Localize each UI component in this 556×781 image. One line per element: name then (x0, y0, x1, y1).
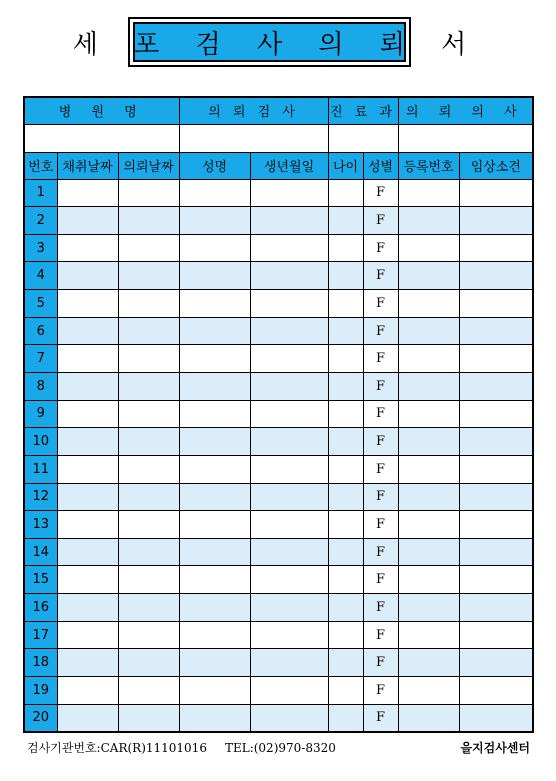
collection-date-cell[interactable] (57, 594, 118, 622)
column-header-birth-date: 생년월일 (250, 152, 328, 179)
column-header-registration-number: 등록번호 (398, 152, 459, 179)
request-date-cell[interactable] (118, 372, 179, 400)
registration-number-cell[interactable] (398, 372, 459, 400)
clinical-findings-cell[interactable] (459, 372, 533, 400)
name-cell[interactable] (179, 290, 250, 318)
age-cell[interactable] (328, 511, 363, 539)
name-cell[interactable] (179, 511, 250, 539)
table-row (24, 455, 533, 483)
row-number: 6 (24, 317, 57, 345)
row-number: 8 (24, 372, 57, 400)
column-header-request-date: 의뢰날짜 (118, 152, 179, 179)
sex-cell: F (363, 428, 398, 456)
collection-date-cell[interactable] (57, 621, 118, 649)
sex-cell: F (363, 649, 398, 677)
registration-number-cell[interactable] (398, 704, 459, 732)
birth-date-cell[interactable] (250, 677, 328, 705)
birth-date-cell[interactable] (250, 234, 328, 262)
age-cell[interactable] (328, 538, 363, 566)
request-date-cell[interactable] (118, 566, 179, 594)
age-cell[interactable] (328, 428, 363, 456)
age-cell[interactable] (328, 262, 363, 290)
table-row (24, 317, 533, 345)
column-header-sex: 성별 (363, 152, 398, 179)
birth-date-cell[interactable] (250, 345, 328, 373)
row-number: 19 (24, 677, 57, 705)
column-header-name: 성명 (179, 152, 250, 179)
birth-date-cell[interactable] (250, 207, 328, 235)
clinical-findings-cell[interactable] (459, 649, 533, 677)
age-cell[interactable] (328, 207, 363, 235)
row-number: 12 (24, 483, 57, 511)
registration-number-cell[interactable] (398, 400, 459, 428)
name-cell[interactable] (179, 538, 250, 566)
age-cell[interactable] (328, 400, 363, 428)
name-cell[interactable] (179, 428, 250, 456)
name-cell[interactable] (179, 455, 250, 483)
registration-number-cell[interactable] (398, 566, 459, 594)
registration-number-cell[interactable] (398, 207, 459, 235)
age-cell[interactable] (328, 704, 363, 732)
test-request-header: 의 뢰 검 사 (179, 97, 328, 124)
row-number: 2 (24, 207, 57, 235)
document-title: 세 포 검 사 의 뢰 서 (133, 22, 406, 62)
age-cell[interactable] (328, 317, 363, 345)
collection-date-cell[interactable] (57, 677, 118, 705)
clinical-findings-cell[interactable] (459, 621, 533, 649)
collection-date-cell[interactable] (57, 566, 118, 594)
sex-cell: F (363, 179, 398, 207)
collection-date-cell[interactable] (57, 428, 118, 456)
birth-date-cell[interactable] (250, 566, 328, 594)
table-row (24, 290, 533, 318)
registration-number-cell[interactable] (398, 290, 459, 318)
table-row (24, 566, 533, 594)
request-date-cell[interactable] (118, 262, 179, 290)
request-date-cell[interactable] (118, 400, 179, 428)
collection-date-cell[interactable] (57, 704, 118, 732)
birth-date-cell[interactable] (250, 179, 328, 207)
request-date-cell[interactable] (118, 704, 179, 732)
registration-number-cell[interactable] (398, 621, 459, 649)
name-cell[interactable] (179, 704, 250, 732)
clinical-findings-cell[interactable] (459, 317, 533, 345)
clinical-findings-cell[interactable] (459, 345, 533, 373)
birth-date-cell[interactable] (250, 400, 328, 428)
birth-date-cell[interactable] (250, 621, 328, 649)
age-cell[interactable] (328, 677, 363, 705)
table-row (24, 345, 533, 373)
sex-cell: F (363, 234, 398, 262)
clinical-findings-cell[interactable] (459, 483, 533, 511)
department-field[interactable] (328, 124, 398, 152)
sex-cell: F (363, 262, 398, 290)
request-date-cell[interactable] (118, 207, 179, 235)
name-cell[interactable] (179, 372, 250, 400)
column-header-age: 나이 (328, 152, 363, 179)
name-cell[interactable] (179, 566, 250, 594)
clinical-findings-cell[interactable] (459, 511, 533, 539)
collection-date-cell[interactable] (57, 290, 118, 318)
birth-date-cell[interactable] (250, 290, 328, 318)
table-row (24, 262, 533, 290)
sex-cell: F (363, 317, 398, 345)
registration-number: 검사기관번호:CAR(R)11101016 (27, 741, 207, 755)
table-row (24, 207, 533, 235)
birth-date-cell[interactable] (250, 317, 328, 345)
birth-date-cell[interactable] (250, 594, 328, 622)
row-number: 9 (24, 400, 57, 428)
request-date-cell[interactable] (118, 345, 179, 373)
clinical-findings-cell[interactable] (459, 428, 533, 456)
row-number: 5 (24, 290, 57, 318)
collection-date-cell[interactable] (57, 262, 118, 290)
sex-cell: F (363, 566, 398, 594)
request-date-cell[interactable] (118, 621, 179, 649)
phone-number: TEL:(02)970-8320 (224, 741, 336, 755)
request-date-cell[interactable] (118, 538, 179, 566)
sex-cell: F (363, 483, 398, 511)
registration-number-cell[interactable] (398, 649, 459, 677)
age-cell[interactable] (328, 372, 363, 400)
name-cell[interactable] (179, 207, 250, 235)
name-cell[interactable] (179, 234, 250, 262)
row-number: 13 (24, 511, 57, 539)
name-cell[interactable] (179, 677, 250, 705)
age-cell[interactable] (328, 483, 363, 511)
sex-cell: F (363, 400, 398, 428)
collection-date-cell[interactable] (57, 511, 118, 539)
collection-date-cell[interactable] (57, 455, 118, 483)
birth-date-cell[interactable] (250, 483, 328, 511)
name-cell[interactable] (179, 649, 250, 677)
collection-date-cell[interactable] (57, 179, 118, 207)
hospital-name-field[interactable] (24, 124, 179, 152)
footer-contact (27, 739, 336, 756)
collection-date-cell[interactable] (57, 345, 118, 373)
column-header-collection-date: 채취날짜 (57, 152, 118, 179)
name-cell[interactable] (179, 262, 250, 290)
registration-number-cell[interactable] (398, 428, 459, 456)
table-row (24, 594, 533, 622)
name-cell[interactable] (179, 483, 250, 511)
row-number: 1 (24, 179, 57, 207)
registration-number-cell[interactable] (398, 455, 459, 483)
sex-cell: F (363, 345, 398, 373)
row-number: 16 (24, 594, 57, 622)
table-row (24, 372, 533, 400)
row-number: 3 (24, 234, 57, 262)
sex-cell: F (363, 704, 398, 732)
table-row (24, 704, 533, 732)
clinical-findings-cell[interactable] (459, 207, 533, 235)
center-name: 을지검사센터 (460, 741, 530, 755)
registration-number-cell[interactable] (398, 317, 459, 345)
registration-number-cell[interactable] (398, 538, 459, 566)
table-row (24, 621, 533, 649)
age-cell[interactable] (328, 594, 363, 622)
table-row (24, 179, 533, 207)
title-frame (72, 17, 481, 67)
table-row (24, 483, 533, 511)
registration-number-cell[interactable] (398, 262, 459, 290)
registration-number-cell[interactable] (398, 234, 459, 262)
request-form (23, 96, 532, 732)
registration-number-cell[interactable] (398, 179, 459, 207)
age-cell[interactable] (328, 179, 363, 207)
sex-cell: F (363, 621, 398, 649)
birth-date-cell[interactable] (250, 372, 328, 400)
collection-date-cell[interactable] (57, 649, 118, 677)
sex-cell: F (363, 677, 398, 705)
hospital-name-header: 병 원 명 (24, 97, 179, 124)
sex-cell: F (363, 511, 398, 539)
row-number: 15 (24, 566, 57, 594)
birth-date-cell[interactable] (250, 262, 328, 290)
request-date-cell[interactable] (118, 594, 179, 622)
request-date-cell[interactable] (118, 649, 179, 677)
table-row (24, 538, 533, 566)
collection-date-cell[interactable] (57, 234, 118, 262)
table-row (24, 649, 533, 677)
clinical-findings-cell[interactable] (459, 538, 533, 566)
name-cell[interactable] (179, 317, 250, 345)
request-date-cell[interactable] (118, 677, 179, 705)
registration-number-cell[interactable] (398, 483, 459, 511)
age-cell[interactable] (328, 621, 363, 649)
table-row (24, 511, 533, 539)
table-row (24, 234, 533, 262)
birth-date-cell[interactable] (250, 455, 328, 483)
registration-number-cell[interactable] (398, 511, 459, 539)
age-cell[interactable] (328, 455, 363, 483)
collection-date-cell[interactable] (57, 400, 118, 428)
request-table (23, 96, 534, 733)
birth-date-cell[interactable] (250, 649, 328, 677)
registration-number-cell[interactable] (398, 345, 459, 373)
clinical-findings-cell[interactable] (459, 566, 533, 594)
clinical-findings-cell[interactable] (459, 262, 533, 290)
name-cell[interactable] (179, 400, 250, 428)
clinical-findings-cell[interactable] (459, 677, 533, 705)
request-date-cell[interactable] (118, 179, 179, 207)
sex-cell: F (363, 207, 398, 235)
row-number: 14 (24, 538, 57, 566)
department-header: 진 료 과 (328, 97, 398, 124)
sex-cell: F (363, 455, 398, 483)
collection-date-cell[interactable] (57, 538, 118, 566)
requesting-doctor-header: 의 뢰 의 사 (398, 97, 533, 124)
column-header-number: 번호 (24, 152, 57, 179)
request-date-cell[interactable] (118, 234, 179, 262)
sex-cell: F (363, 290, 398, 318)
clinical-findings-cell[interactable] (459, 400, 533, 428)
registration-number-cell[interactable] (398, 594, 459, 622)
row-number: 7 (24, 345, 57, 373)
collection-date-cell[interactable] (57, 207, 118, 235)
table-row (24, 428, 533, 456)
birth-date-cell[interactable] (250, 538, 328, 566)
row-number: 11 (24, 455, 57, 483)
birth-date-cell[interactable] (250, 428, 328, 456)
collection-date-cell[interactable] (57, 483, 118, 511)
row-number: 18 (24, 649, 57, 677)
request-date-cell[interactable] (118, 428, 179, 456)
sex-cell: F (363, 538, 398, 566)
sex-cell: F (363, 594, 398, 622)
request-date-cell[interactable] (118, 455, 179, 483)
clinical-findings-cell[interactable] (459, 704, 533, 732)
name-cell[interactable] (179, 345, 250, 373)
test-request-field[interactable] (179, 124, 328, 152)
request-date-cell[interactable] (118, 483, 179, 511)
sex-cell: F (363, 372, 398, 400)
collection-date-cell[interactable] (57, 317, 118, 345)
registration-number-cell[interactable] (398, 677, 459, 705)
row-number: 17 (24, 621, 57, 649)
clinical-findings-cell[interactable] (459, 455, 533, 483)
age-cell[interactable] (328, 566, 363, 594)
birth-date-cell[interactable] (250, 704, 328, 732)
request-date-cell[interactable] (118, 317, 179, 345)
request-date-cell[interactable] (118, 511, 179, 539)
column-header-clinical-findings: 임상소견 (459, 152, 533, 179)
collection-date-cell[interactable] (57, 372, 118, 400)
age-cell[interactable] (328, 345, 363, 373)
table-row (24, 400, 533, 428)
name-cell[interactable] (179, 594, 250, 622)
row-number: 10 (24, 428, 57, 456)
table-row (24, 677, 533, 705)
request-date-cell[interactable] (118, 290, 179, 318)
birth-date-cell[interactable] (250, 511, 328, 539)
requesting-doctor-field[interactable] (398, 124, 533, 152)
clinical-findings-cell[interactable] (459, 290, 533, 318)
row-number: 20 (24, 704, 57, 732)
clinical-findings-cell[interactable] (459, 179, 533, 207)
age-cell[interactable] (328, 290, 363, 318)
age-cell[interactable] (328, 649, 363, 677)
age-cell[interactable] (328, 234, 363, 262)
name-cell[interactable] (179, 179, 250, 207)
clinical-findings-cell[interactable] (459, 234, 533, 262)
row-number: 4 (24, 262, 57, 290)
clinical-findings-cell[interactable] (459, 594, 533, 622)
name-cell[interactable] (179, 621, 250, 649)
